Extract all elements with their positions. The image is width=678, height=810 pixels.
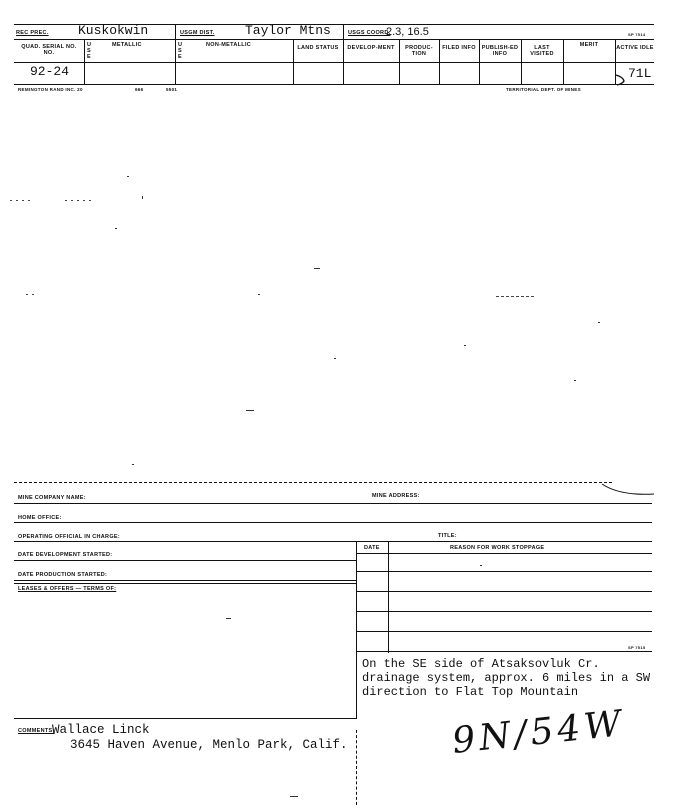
leases-offers-label: LEASES & OFFERS — TERMS OF: bbox=[18, 586, 117, 592]
stoppage-row-5 bbox=[356, 651, 652, 652]
handwritten-mark-icon bbox=[614, 72, 628, 86]
department-label: TERRITORIAL DEPT. OF MINES bbox=[506, 87, 581, 92]
scan-speck bbox=[115, 228, 117, 229]
form-number: SP 7514 bbox=[628, 32, 646, 37]
home-office-label: HOME OFFICE: bbox=[18, 515, 62, 521]
scan-speck bbox=[496, 296, 536, 297]
col-filed-info: FILED INFO bbox=[442, 45, 476, 51]
comments-right-dashed bbox=[356, 730, 357, 805]
col-quad-serial: QUAD. SERIAL NO. NO. bbox=[21, 44, 77, 56]
reason-col-label: REASON FOR WORK STOPPAGE bbox=[450, 545, 545, 551]
scan-speck bbox=[314, 268, 320, 269]
comments-address: 3645 Haven Avenue, Menlo Park, Calif. bbox=[70, 738, 348, 752]
code-2: 5501 bbox=[166, 87, 178, 92]
rec-prec-label: REC PREC. bbox=[16, 30, 49, 36]
scan-speck bbox=[258, 294, 260, 295]
scan-speck bbox=[26, 294, 38, 295]
data-row-bottom bbox=[14, 84, 654, 85]
comments-label: COMMENTS: bbox=[18, 728, 55, 734]
usgs-coord-value: 2.3, 16.5 bbox=[386, 26, 429, 38]
active-idle-value: 71L bbox=[628, 66, 652, 81]
scan-speck bbox=[132, 464, 134, 465]
handwritten-notation: 9N/54W bbox=[450, 703, 628, 762]
scan-speck bbox=[246, 410, 254, 411]
col-last-visited: LAST VISITED bbox=[530, 45, 554, 57]
right-table-left bbox=[356, 541, 357, 653]
date-development-label: DATE DEVELOPMENT STARTED: bbox=[18, 552, 113, 558]
col-div-2 bbox=[175, 39, 176, 84]
line-dev-date bbox=[14, 560, 356, 561]
usgs-coord-label: USGS COORD. bbox=[348, 30, 391, 36]
stoppage-row-3 bbox=[356, 611, 652, 612]
lower-top-dashed bbox=[14, 482, 612, 483]
stoppage-row-4 bbox=[356, 631, 652, 632]
scan-speck bbox=[10, 200, 34, 201]
col-merit: MERIT bbox=[579, 42, 599, 48]
col-div-3 bbox=[293, 39, 294, 84]
col-non-metallic: NON-METALLIC bbox=[206, 42, 252, 48]
stoppage-row-1 bbox=[356, 571, 652, 572]
stoppage-row-2 bbox=[356, 591, 652, 592]
header-divider-2 bbox=[343, 25, 344, 39]
line-official bbox=[14, 541, 652, 542]
col-div-1 bbox=[84, 39, 85, 84]
col-active-idle: ACTIVE IDLE bbox=[616, 45, 654, 51]
location-note: On the SE side of Atsaksovluk Cr. drainage system, approx. 6 miles in a SW direction to Flat Top Mountain bbox=[362, 657, 651, 699]
date-col-label: DATE bbox=[364, 545, 380, 551]
scan-speck bbox=[464, 345, 466, 346]
comments-top-line bbox=[14, 718, 356, 719]
line-prod-date bbox=[14, 580, 356, 581]
mine-company-name-label: MINE COMPANY NAME: bbox=[18, 495, 86, 501]
header-divider-1 bbox=[175, 25, 176, 39]
column-header-line bbox=[14, 62, 654, 63]
scan-speck bbox=[226, 618, 231, 619]
scan-speck bbox=[127, 176, 129, 177]
comments-name: Wallace Linck bbox=[52, 723, 150, 737]
col-published-info: PUBLISH-ED INFO bbox=[481, 45, 519, 57]
line-prod-date-2 bbox=[14, 583, 356, 584]
col-use-metallic: U S E bbox=[87, 42, 92, 60]
scan-speck bbox=[142, 196, 143, 199]
scan-speck bbox=[334, 358, 336, 359]
date-production-label: DATE PRODUCTION STARTED: bbox=[18, 572, 108, 578]
usgm-dist-value: Taylor Mtns bbox=[245, 23, 331, 38]
col-production: PRODUC-TION bbox=[405, 45, 433, 57]
line-company bbox=[14, 503, 652, 504]
printer-label: REMINGTON RAND INC. 20 bbox=[18, 87, 83, 92]
usgm-dist-label: USGM DIST. bbox=[180, 30, 215, 36]
header-row-line bbox=[14, 39, 654, 40]
operating-official-label: OPERATING OFFICIAL IN CHARGE: bbox=[18, 534, 120, 540]
scan-speck bbox=[598, 322, 600, 323]
lower-top-curve bbox=[600, 478, 656, 498]
line-home-office bbox=[14, 522, 652, 523]
date-col-divider bbox=[388, 541, 389, 653]
col-metallic: METALLIC bbox=[112, 42, 142, 48]
scan-speck bbox=[480, 565, 482, 566]
form-number-2: SP 7515 bbox=[628, 645, 646, 650]
scan-speck bbox=[290, 796, 298, 797]
title-label: TITLE: bbox=[438, 533, 457, 539]
rec-prec-value: Kuskokwin bbox=[78, 23, 149, 38]
mine-address-label: MINE ADDRESS: bbox=[372, 493, 420, 499]
scan-speck bbox=[574, 380, 576, 381]
code-1: 666 bbox=[135, 87, 144, 92]
stoppage-head-line bbox=[356, 553, 652, 554]
col-use-nonmetallic: U S E bbox=[178, 42, 183, 60]
scan-speck bbox=[65, 200, 91, 201]
quad-serial-value: 92-24 bbox=[30, 64, 70, 79]
comments-right-border bbox=[356, 653, 357, 719]
col-development: DEVELOP-MENT bbox=[347, 45, 395, 51]
col-land-status: LAND STATUS bbox=[297, 45, 339, 51]
